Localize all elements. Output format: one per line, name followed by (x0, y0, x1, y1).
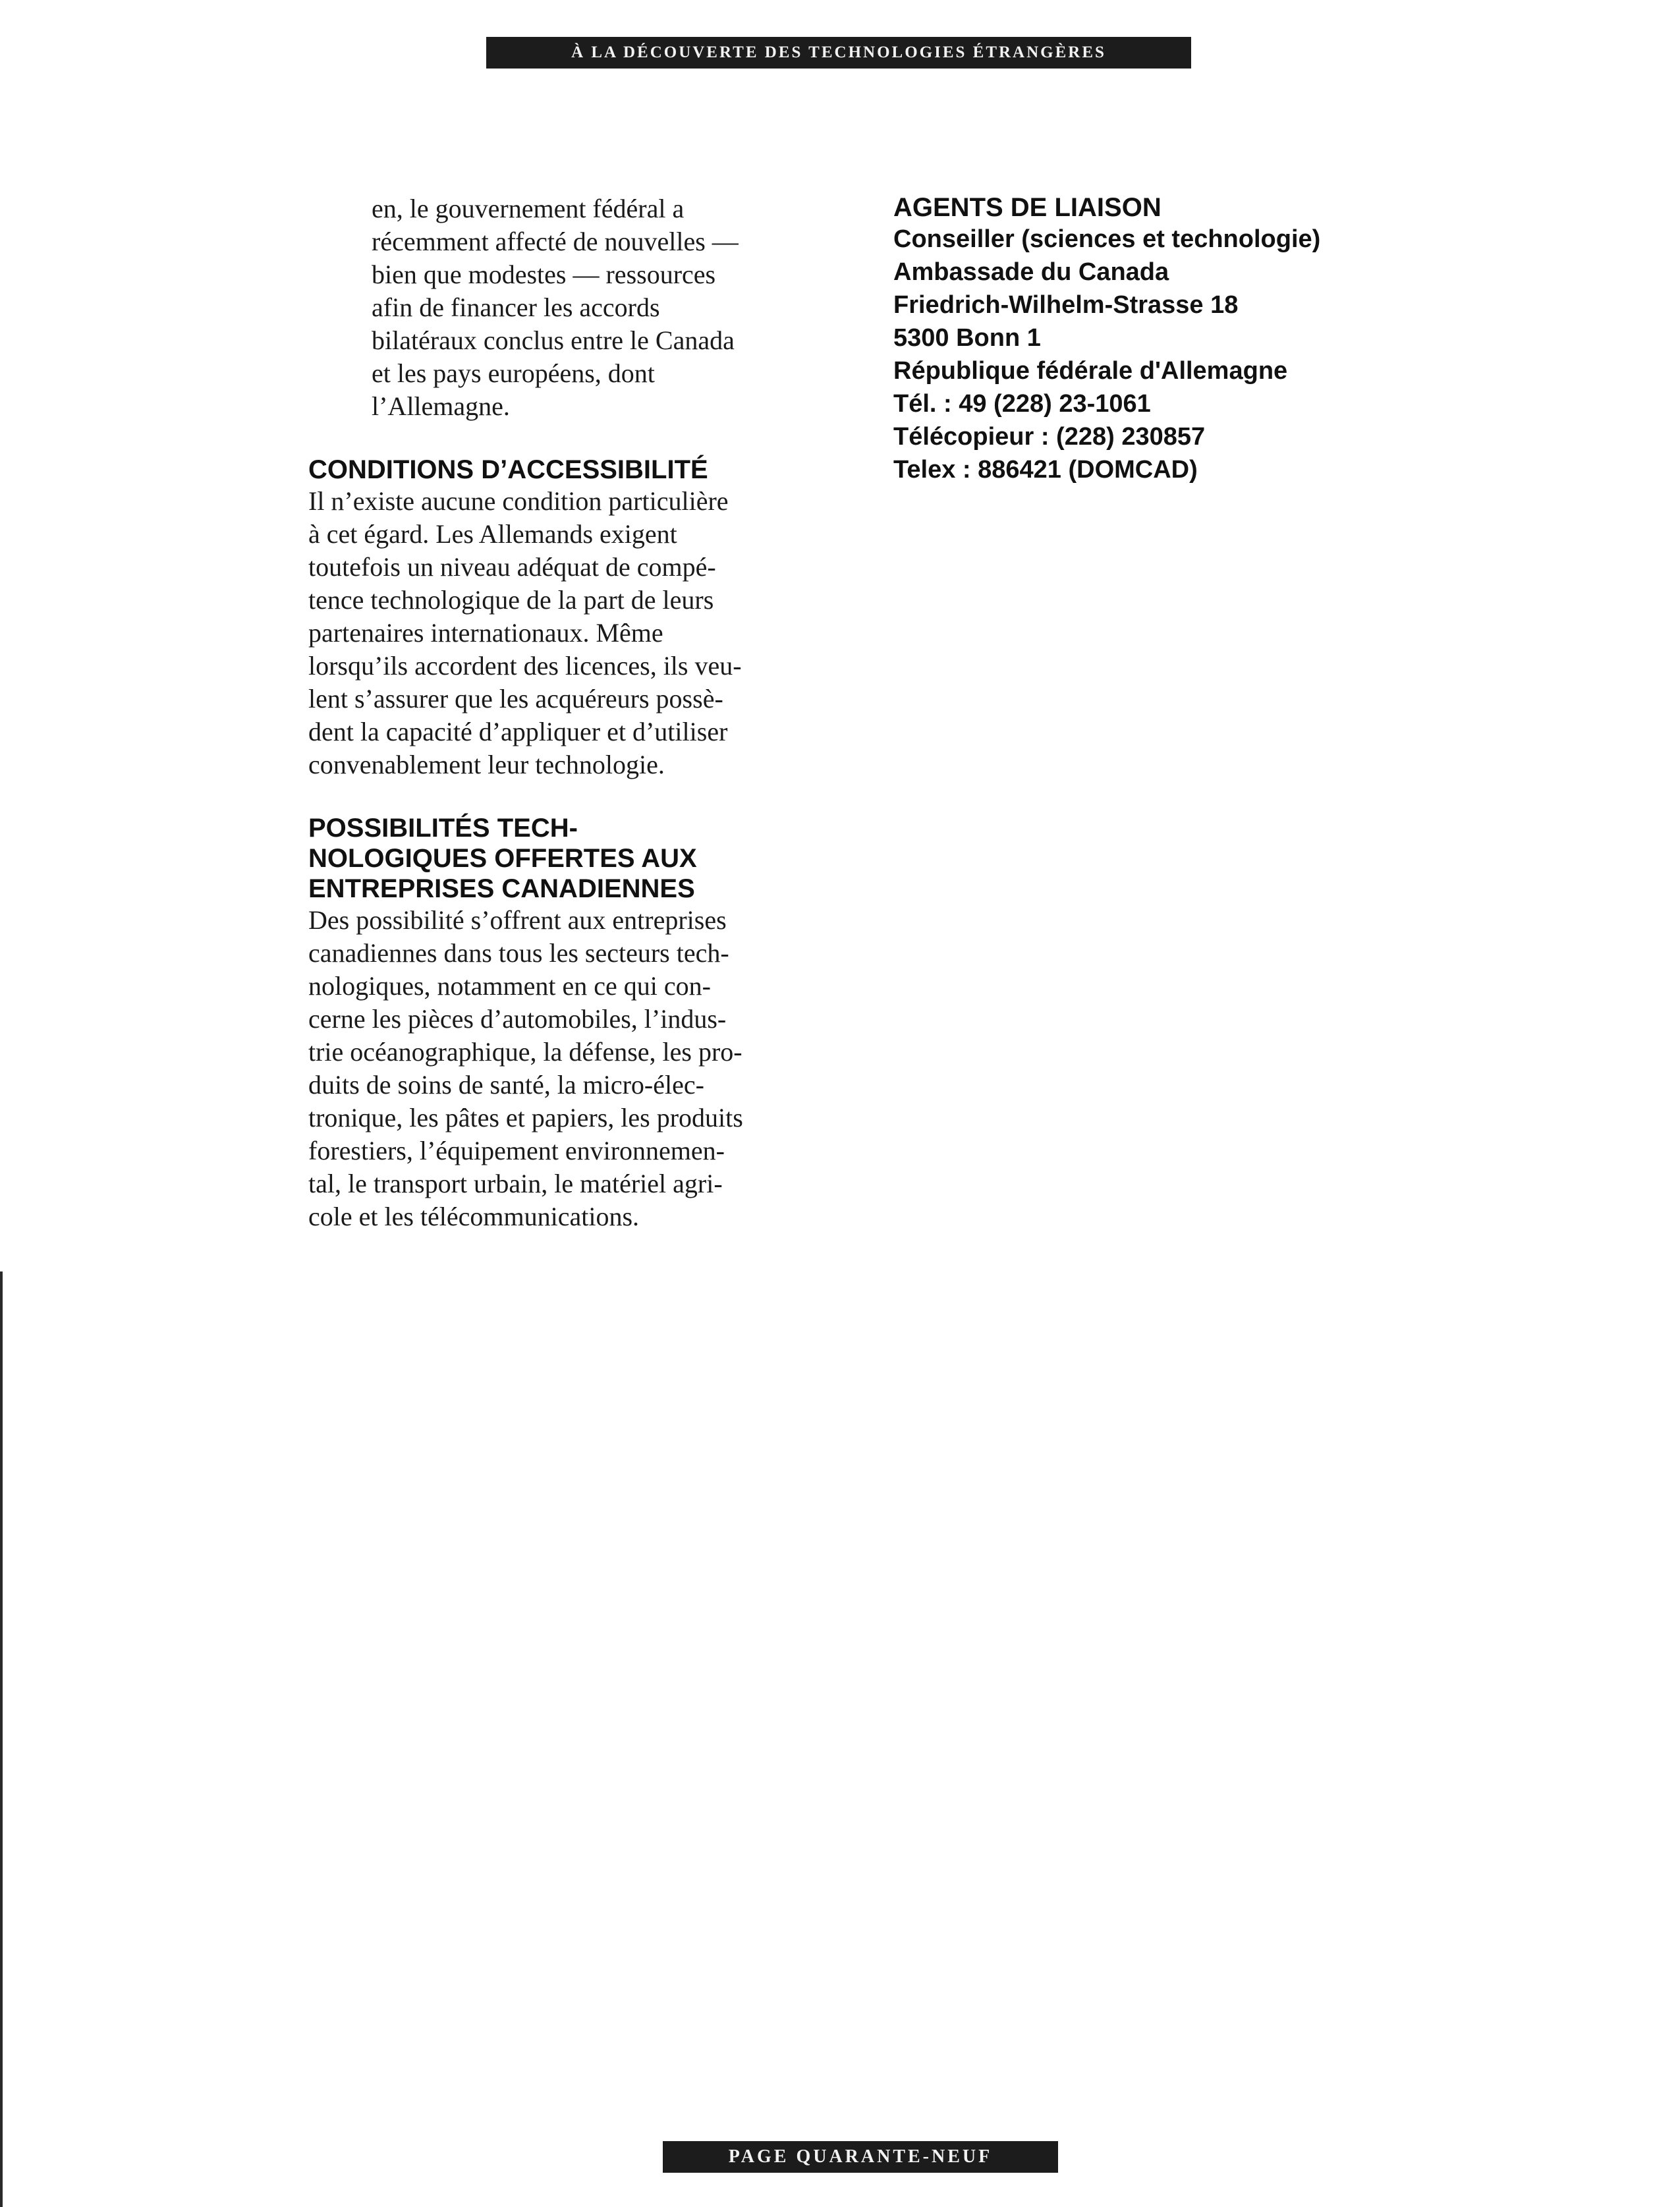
right-column-contacts (893, 192, 1434, 486)
section-body-accessibility: Il n’existe aucune condition particulière à cet égard. Les Allemands exigent toutefois un niveau adéquat de compé- tence technologique de la part de leurs partenaires internationaux. Même lorsqu’ils accordent des licences, ils veu- lent s’assurer que les acquéreurs possè- dent la capacité d’appliquer et d’utiliser convenablement leur technologie. (308, 486, 742, 779)
section-opportunities (308, 813, 809, 1233)
contact-line-street: Friedrich-Wilhelm-Strasse 18 (893, 291, 1239, 319)
contact-line-city: 5300 Bonn 1 (893, 324, 1041, 352)
page-number-footer: PAGE QUARANTE-NEUF (663, 2141, 1058, 2173)
running-header: À LA DÉCOUVERTE DES TECHNOLOGIES ÉTRANGÈRES (486, 37, 1191, 69)
contact-line-country: République fédérale d'Allemagne (893, 357, 1288, 385)
section-heading-accessibility: CONDITIONS D’ACCESSIBILITÉ (308, 455, 708, 484)
contact-line-phone: Tél. : 49 (228) 23-1061 (893, 390, 1151, 418)
section-body-opportunities: Des possibilité s’offrent aux entreprises canadiennes dans tous les secteurs tech- nologiques, notamment en ce qui con- cerne les pièces d’automobiles, l’indus- trie océanographique, la défense, les pro- duits de soins de santé, la micro-élec- tronique, les pâtes et papiers, les produits forestiers, l’équipement environnemen- tal, le transport urbain, le matériel agri- cole et les télécommunications. (308, 905, 743, 1231)
contact-line-title: Conseiller (sciences et technologie) (893, 225, 1321, 253)
scan-edge-mark (0, 1271, 3, 2207)
contact-line-embassy: Ambassade du Canada (893, 258, 1169, 286)
left-column (308, 192, 809, 1233)
contact-line-telex: Telex : 886421 (DOMCAD) (893, 456, 1198, 484)
section-heading-opportunities: POSSIBILITÉS TECH- NOLOGIQUES OFFERTES AUX ENTREPRISES CANADIENNES (308, 814, 697, 903)
contacts-heading: AGENTS DE LIAISON (893, 193, 1162, 222)
intro-paragraph: en, le gouvernement fédéral a récemment affecté de nouvelles — bien que modestes — ressources afin de financer les accords bilatéraux conclus entre le Canada et les pays européens, dont l’Allemagne. (372, 194, 739, 421)
section-accessibility (308, 455, 809, 781)
contact-line-fax: Télécopieur : (228) 230857 (893, 423, 1206, 451)
